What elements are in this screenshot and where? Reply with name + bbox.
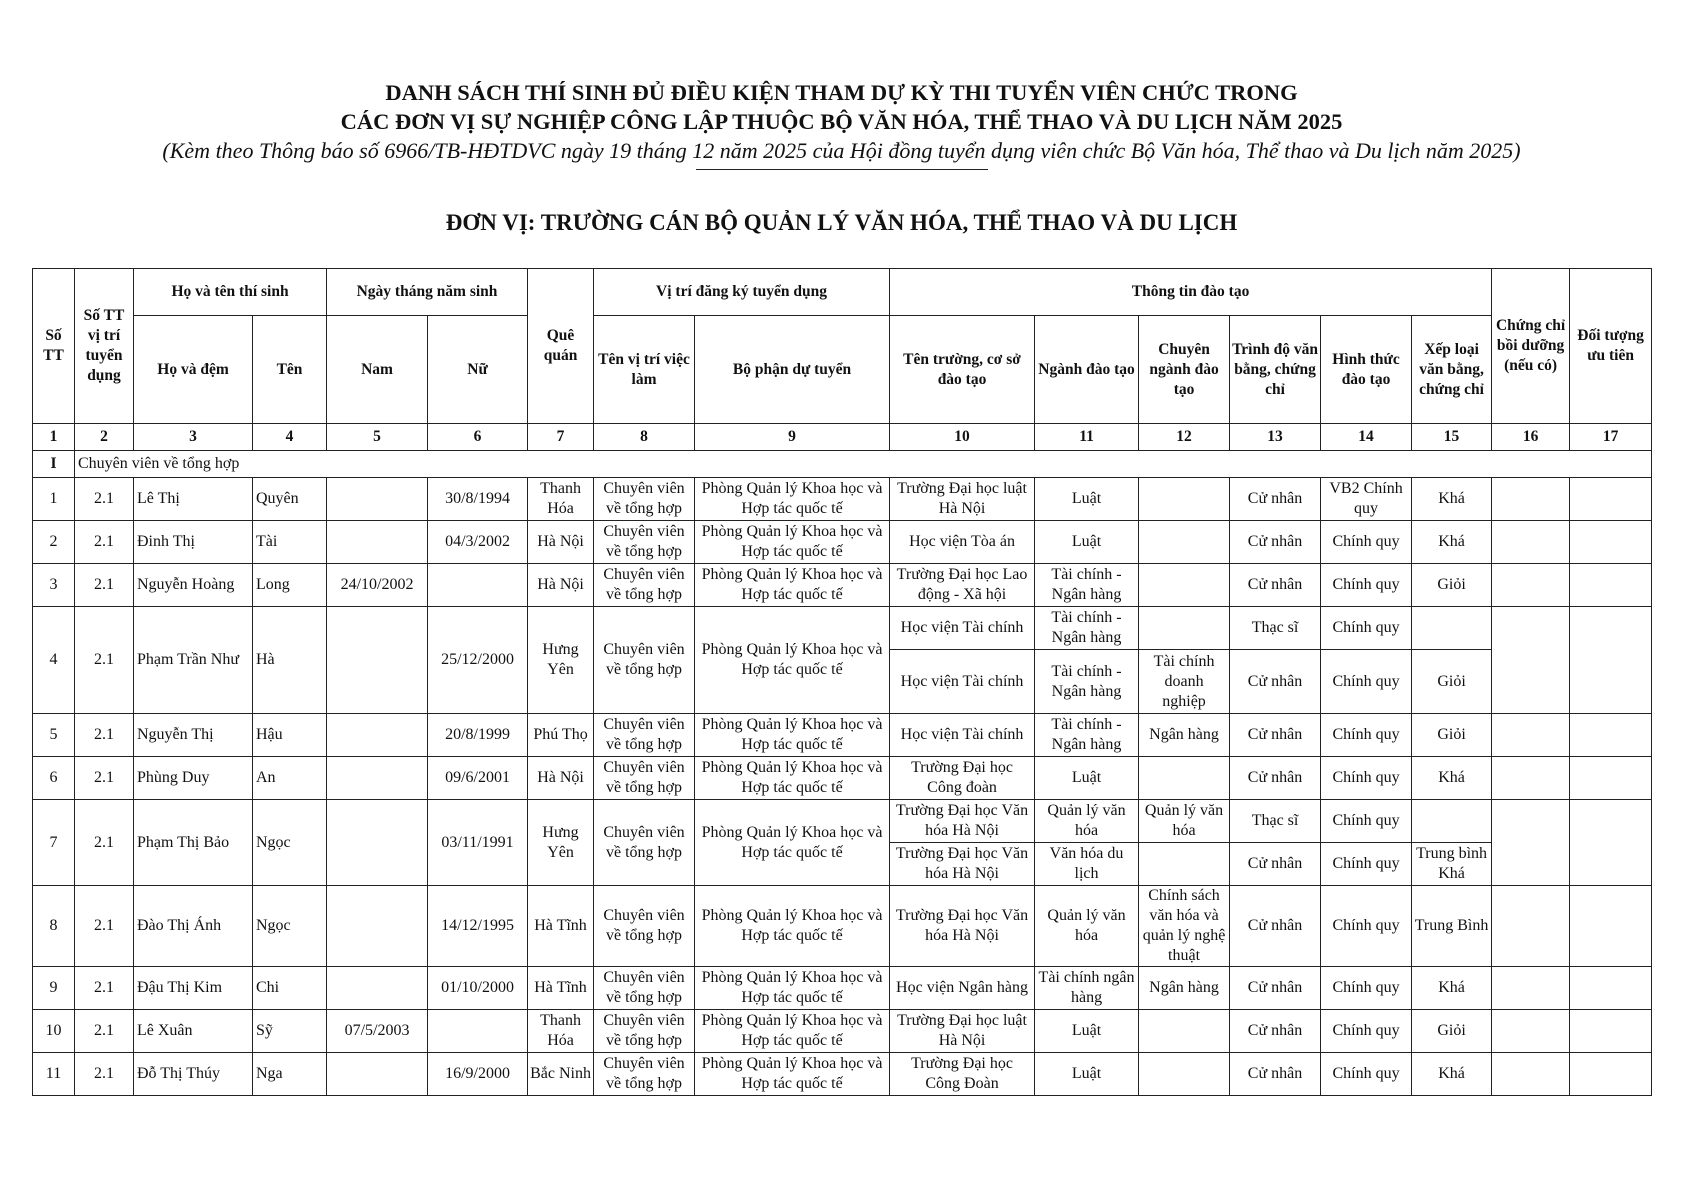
grade-cell: Giỏi [1412, 1010, 1492, 1053]
position-no-cell: 2.1 [75, 607, 134, 714]
position-no-cell: 2.1 [75, 886, 134, 967]
col-job: Tên vị trí việc làm [594, 316, 695, 424]
given-name-cell: Quyên [253, 478, 327, 521]
level-cell: Cử nhân [1230, 1053, 1321, 1096]
col-position-no: Số TT vị trí tuyển dụng [75, 269, 134, 424]
school-cell: Trường Đại học Công Đoàn [890, 1053, 1035, 1096]
table-row [33, 1053, 1652, 1096]
table-row [33, 1010, 1652, 1053]
dept-cell: Phòng Quản lý Khoa học và Hợp tác quốc tế [695, 1010, 890, 1053]
major-cell: Tài chính - Ngân hàng [1035, 607, 1139, 650]
major-cell: Văn hóa du lịch [1035, 843, 1139, 886]
grade-cell: Trung bình Khá [1412, 843, 1492, 886]
column-number: 17 [1570, 424, 1652, 451]
column-number: 10 [890, 424, 1035, 451]
title-underline [696, 169, 988, 170]
major-cell: Tài chính - Ngân hàng [1035, 650, 1139, 714]
hometown-cell: Thanh Hóa [528, 478, 594, 521]
specialty-cell: Ngân hàng [1139, 967, 1230, 1010]
col-major: Ngành đào tạo [1035, 316, 1139, 424]
level-cell: Thạc sĩ [1230, 607, 1321, 650]
column-number: 7 [528, 424, 594, 451]
school-cell: Học viện Tòa án [890, 521, 1035, 564]
surname-cell: Nguyễn Thị [134, 714, 253, 757]
table-row [33, 757, 1652, 800]
dept-cell: Phòng Quản lý Khoa học và Hợp tác quốc tế [695, 607, 890, 714]
major-cell: Luật [1035, 1010, 1139, 1053]
table-row [33, 967, 1652, 1010]
surname-cell: Đỗ Thị Thúy [134, 1053, 253, 1096]
column-number: 16 [1492, 424, 1570, 451]
dept-cell: Phòng Quản lý Khoa học và Hợp tác quốc tế [695, 564, 890, 607]
mode-cell: Chính quy [1321, 886, 1412, 967]
level-cell: Cử nhân [1230, 521, 1321, 564]
stt-cell: 11 [33, 1053, 75, 1096]
dob-male-cell [327, 521, 428, 564]
dob-female-cell [428, 1010, 528, 1053]
major-cell: Tài chính - Ngân hàng [1035, 714, 1139, 757]
table-row [33, 800, 1652, 843]
specialty-cell [1139, 1010, 1230, 1053]
hometown-cell: Hưng Yên [528, 800, 594, 886]
specialty-cell [1139, 521, 1230, 564]
specialty-cell: Tài chính doanh nghiệp [1139, 650, 1230, 714]
dept-cell: Phòng Quản lý Khoa học và Hợp tác quốc tế [695, 478, 890, 521]
dob-male-cell: 24/10/2002 [327, 564, 428, 607]
school-cell: Trường Đại học luật Hà Nội [890, 1010, 1035, 1053]
col-grade: Xếp loại văn bằng, chứng chỉ [1412, 316, 1492, 424]
level-cell: Cử nhân [1230, 843, 1321, 886]
cert-cell [1492, 800, 1570, 886]
surname-cell: Nguyễn Hoàng [134, 564, 253, 607]
cert-cell [1492, 607, 1570, 714]
col-hometown: Quê quán [528, 269, 594, 424]
grade-cell: Trung Bình [1412, 886, 1492, 967]
column-number: 11 [1035, 424, 1139, 451]
job-cell: Chuyên viên về tổng hợp [594, 886, 695, 967]
hometown-cell: Phú Thọ [528, 714, 594, 757]
col-priority: Đối tượng ưu tiên [1570, 269, 1652, 424]
col-school: Tên trường, cơ sở đào tạo [890, 316, 1035, 424]
dob-male-cell [327, 607, 428, 714]
cert-cell [1492, 757, 1570, 800]
major-cell: Quản lý văn hóa [1035, 886, 1139, 967]
major-cell: Tài chính ngân hàng [1035, 967, 1139, 1010]
hometown-cell: Hưng Yên [528, 607, 594, 714]
priority-cell [1570, 800, 1652, 886]
stt-cell: 4 [33, 607, 75, 714]
dob-female-cell: 14/12/1995 [428, 886, 528, 967]
job-cell: Chuyên viên về tổng hợp [594, 1053, 695, 1096]
unit-title: ĐƠN VỊ: TRƯỜNG CÁN BỘ QUẢN LÝ VĂN HÓA, THỂ THAO VÀ DU LỊCH [445, 210, 1238, 235]
mode-cell: Chính quy [1321, 967, 1412, 1010]
col-level: Trình độ văn bằng, chứng chỉ [1230, 316, 1321, 424]
column-number: 3 [134, 424, 253, 451]
position-no-cell: 2.1 [75, 714, 134, 757]
school-cell: Học viện Tài chính [890, 607, 1035, 650]
col-specialty: Chuyên ngành đào tạo [1139, 316, 1230, 424]
cert-cell [1492, 967, 1570, 1010]
col-given: Tên [253, 316, 327, 424]
table-row [33, 714, 1652, 757]
mode-cell: VB2 Chính quy [1321, 478, 1412, 521]
job-cell: Chuyên viên về tổng hợp [594, 967, 695, 1010]
dob-male-cell [327, 800, 428, 886]
level-cell: Thạc sĩ [1230, 800, 1321, 843]
school-cell: Học viện Tài chính [890, 714, 1035, 757]
mode-cell: Chính quy [1321, 757, 1412, 800]
title-line-2: CÁC ĐƠN VỊ SỰ NGHIỆP CÔNG LẬP THUỘC BỘ VĂN HÓA, THỂ THAO VÀ DU LỊCH NĂM 2025 [340, 109, 1343, 134]
school-cell: Trường Đại học Văn hóa Hà Nội [890, 843, 1035, 886]
col-male: Nam [327, 316, 428, 424]
stt-cell: 9 [33, 967, 75, 1010]
column-number: 2 [75, 424, 134, 451]
dob-female-cell [428, 564, 528, 607]
grade-cell [1412, 607, 1492, 650]
cert-cell [1492, 886, 1570, 967]
cert-cell [1492, 521, 1570, 564]
column-number-row [33, 424, 1652, 451]
major-cell: Luật [1035, 478, 1139, 521]
level-cell: Cử nhân [1230, 714, 1321, 757]
col-training-group: Thông tin đào tạo [890, 269, 1492, 316]
job-cell: Chuyên viên về tổng hợp [594, 564, 695, 607]
stt-cell: 5 [33, 714, 75, 757]
mode-cell: Chính quy [1321, 1053, 1412, 1096]
hometown-cell: Thanh Hóa [528, 1010, 594, 1053]
dept-cell: Phòng Quản lý Khoa học và Hợp tác quốc tế [695, 757, 890, 800]
position-no-cell: 2.1 [75, 564, 134, 607]
priority-cell [1570, 967, 1652, 1010]
dept-cell: Phòng Quản lý Khoa học và Hợp tác quốc tế [695, 886, 890, 967]
job-cell: Chuyên viên về tổng hợp [594, 714, 695, 757]
column-number: 4 [253, 424, 327, 451]
column-number: 14 [1321, 424, 1412, 451]
dept-cell: Phòng Quản lý Khoa học và Hợp tác quốc tế [695, 1053, 890, 1096]
table-row [33, 521, 1652, 564]
school-cell: Học viện Tài chính [890, 650, 1035, 714]
given-name-cell: Ngọc [253, 886, 327, 967]
mode-cell: Chính quy [1321, 843, 1412, 886]
mode-cell: Chính quy [1321, 1010, 1412, 1053]
level-cell: Cử nhân [1230, 478, 1321, 521]
mode-cell: Chính quy [1321, 607, 1412, 650]
given-name-cell: Hậu [253, 714, 327, 757]
priority-cell [1570, 564, 1652, 607]
column-number: 1 [33, 424, 75, 451]
stt-cell: 1 [33, 478, 75, 521]
col-surname: Họ và đệm [134, 316, 253, 424]
level-cell: Cử nhân [1230, 650, 1321, 714]
specialty-cell [1139, 564, 1230, 607]
stt-cell: 2 [33, 521, 75, 564]
dob-female-cell: 20/8/1999 [428, 714, 528, 757]
given-name-cell: Ngọc [253, 800, 327, 886]
grade-cell: Khá [1412, 757, 1492, 800]
dob-female-cell: 01/10/2000 [428, 967, 528, 1010]
school-cell: Trường Đại học Công đoàn [890, 757, 1035, 800]
col-stt: Số TT [33, 269, 75, 424]
cert-cell [1492, 478, 1570, 521]
document-header [0, 78, 1683, 170]
specialty-cell [1139, 1053, 1230, 1096]
surname-cell: Lê Xuân [134, 1010, 253, 1053]
col-mode: Hình thức đào tạo [1321, 316, 1412, 424]
priority-cell [1570, 607, 1652, 714]
cert-cell [1492, 564, 1570, 607]
specialty-cell: Ngân hàng [1139, 714, 1230, 757]
level-cell: Cử nhân [1230, 757, 1321, 800]
major-cell: Luật [1035, 521, 1139, 564]
surname-cell: Lê Thị [134, 478, 253, 521]
column-number: 13 [1230, 424, 1321, 451]
surname-cell: Đậu Thị Kim [134, 967, 253, 1010]
table-row [33, 607, 1652, 650]
school-cell: Trường Đại học luật Hà Nội [890, 478, 1035, 521]
grade-cell: Khá [1412, 521, 1492, 564]
grade-cell: Giỏi [1412, 650, 1492, 714]
level-cell: Cử nhân [1230, 967, 1321, 1010]
priority-cell [1570, 1010, 1652, 1053]
school-cell: Trường Đại học Lao động - Xã hội [890, 564, 1035, 607]
section-name: Chuyên viên về tổng hợp [75, 451, 1652, 478]
surname-cell: Phùng Duy [134, 757, 253, 800]
dob-male-cell [327, 886, 428, 967]
school-cell: Trường Đại học Văn hóa Hà Nội [890, 886, 1035, 967]
col-dept: Bộ phận dự tuyển [695, 316, 890, 424]
dept-cell: Phòng Quản lý Khoa học và Hợp tác quốc tế [695, 714, 890, 757]
priority-cell [1570, 478, 1652, 521]
subtitle: (Kèm theo Thông báo số 6966/TB-HĐTDVC ngày 19 tháng 12 năm 2025 của Hội đồng tuyển dụng viên chức Bộ Văn hóa, Thể thao và Du lịch năm 2025) [162, 138, 1521, 163]
major-cell: Luật [1035, 757, 1139, 800]
stt-cell: 8 [33, 886, 75, 967]
dob-female-cell: 09/6/2001 [428, 757, 528, 800]
dob-male-cell: 07/5/2003 [327, 1010, 428, 1053]
given-name-cell: Chi [253, 967, 327, 1010]
dob-male-cell [327, 478, 428, 521]
mode-cell: Chính quy [1321, 521, 1412, 564]
dob-male-cell [327, 1053, 428, 1096]
column-number: 15 [1412, 424, 1492, 451]
table-row [33, 886, 1652, 967]
cert-cell [1492, 1010, 1570, 1053]
specialty-cell [1139, 607, 1230, 650]
hometown-cell: Hà Tĩnh [528, 886, 594, 967]
dob-female-cell: 03/11/1991 [428, 800, 528, 886]
priority-cell [1570, 1053, 1652, 1096]
specialty-cell: Chính sách văn hóa và quản lý nghệ thuật [1139, 886, 1230, 967]
column-number: 9 [695, 424, 890, 451]
position-no-cell: 2.1 [75, 478, 134, 521]
section-number: I [33, 451, 75, 478]
stt-cell: 7 [33, 800, 75, 886]
hometown-cell: Hà Tĩnh [528, 967, 594, 1010]
major-cell: Quản lý văn hóa [1035, 800, 1139, 843]
col-cert: Chứng chỉ bồi dưỡng (nếu có) [1492, 269, 1570, 424]
given-name-cell: Hà [253, 607, 327, 714]
col-name-group: Họ và tên thí sinh [134, 269, 327, 316]
mode-cell: Chính quy [1321, 714, 1412, 757]
mode-cell: Chính quy [1321, 564, 1412, 607]
job-cell: Chuyên viên về tổng hợp [594, 521, 695, 564]
priority-cell [1570, 521, 1652, 564]
dob-male-cell [327, 967, 428, 1010]
title-line-1: DANH SÁCH THÍ SINH ĐỦ ĐIỀU KIỆN THAM DỰ KỲ THI TUYỂN VIÊN CHỨC TRONG [385, 80, 1298, 105]
stt-cell: 10 [33, 1010, 75, 1053]
school-cell: Học viện Ngân hàng [890, 967, 1035, 1010]
hometown-cell: Hà Nội [528, 757, 594, 800]
position-no-cell: 2.1 [75, 521, 134, 564]
hometown-cell: Bắc Ninh [528, 1053, 594, 1096]
surname-cell: Đinh Thị [134, 521, 253, 564]
col-dob-group: Ngày tháng năm sinh [327, 269, 528, 316]
column-number: 5 [327, 424, 428, 451]
dept-cell: Phòng Quản lý Khoa học và Hợp tác quốc tế [695, 800, 890, 886]
surname-cell: Đào Thị Ánh [134, 886, 253, 967]
job-cell: Chuyên viên về tổng hợp [594, 800, 695, 886]
grade-cell: Khá [1412, 967, 1492, 1010]
dept-cell: Phòng Quản lý Khoa học và Hợp tác quốc tế [695, 521, 890, 564]
stt-cell: 6 [33, 757, 75, 800]
grade-cell: Khá [1412, 1053, 1492, 1096]
dob-male-cell [327, 757, 428, 800]
grade-cell: Khá [1412, 478, 1492, 521]
school-cell: Trường Đại học Văn hóa Hà Nội [890, 800, 1035, 843]
table-row [33, 478, 1652, 521]
grade-cell: Giỏi [1412, 714, 1492, 757]
cert-cell [1492, 1053, 1570, 1096]
dob-female-cell: 04/3/2002 [428, 521, 528, 564]
given-name-cell: Tài [253, 521, 327, 564]
major-cell: Luật [1035, 1053, 1139, 1096]
priority-cell [1570, 757, 1652, 800]
priority-cell [1570, 714, 1652, 757]
grade-cell [1412, 800, 1492, 843]
dob-female-cell: 16/9/2000 [428, 1053, 528, 1096]
job-cell: Chuyên viên về tổng hợp [594, 1010, 695, 1053]
position-no-cell: 2.1 [75, 1010, 134, 1053]
stt-cell: 3 [33, 564, 75, 607]
column-number: 8 [594, 424, 695, 451]
specialty-cell: Quản lý văn hóa [1139, 800, 1230, 843]
col-position-group: Vị trí đăng ký tuyển dụng [594, 269, 890, 316]
column-number: 12 [1139, 424, 1230, 451]
major-cell: Tài chính - Ngân hàng [1035, 564, 1139, 607]
position-no-cell: 2.1 [75, 967, 134, 1010]
job-cell: Chuyên viên về tổng hợp [594, 757, 695, 800]
hometown-cell: Hà Nội [528, 521, 594, 564]
candidate-table [32, 268, 1652, 1096]
position-no-cell: 2.1 [75, 757, 134, 800]
level-cell: Cử nhân [1230, 564, 1321, 607]
priority-cell [1570, 886, 1652, 967]
specialty-cell [1139, 478, 1230, 521]
position-no-cell: 2.1 [75, 800, 134, 886]
surname-cell: Phạm Thị Bảo [134, 800, 253, 886]
mode-cell: Chính quy [1321, 650, 1412, 714]
given-name-cell: An [253, 757, 327, 800]
table-body [33, 451, 1652, 1096]
dob-female-cell: 30/8/1994 [428, 478, 528, 521]
surname-cell: Phạm Trần Như [134, 607, 253, 714]
given-name-cell: Long [253, 564, 327, 607]
specialty-cell [1139, 843, 1230, 886]
level-cell: Cử nhân [1230, 886, 1321, 967]
table-header [33, 269, 1652, 451]
job-cell: Chuyên viên về tổng hợp [594, 478, 695, 521]
column-number: 6 [428, 424, 528, 451]
job-cell: Chuyên viên về tổng hợp [594, 607, 695, 714]
col-female: Nữ [428, 316, 528, 424]
cert-cell [1492, 714, 1570, 757]
dob-male-cell [327, 714, 428, 757]
mode-cell: Chính quy [1321, 800, 1412, 843]
dept-cell: Phòng Quản lý Khoa học và Hợp tác quốc tế [695, 967, 890, 1010]
hometown-cell: Hà Nội [528, 564, 594, 607]
position-no-cell: 2.1 [75, 1053, 134, 1096]
specialty-cell [1139, 757, 1230, 800]
grade-cell: Giỏi [1412, 564, 1492, 607]
given-name-cell: Nga [253, 1053, 327, 1096]
dob-female-cell: 25/12/2000 [428, 607, 528, 714]
given-name-cell: Sỹ [253, 1010, 327, 1053]
table-row [33, 564, 1652, 607]
section-row [33, 451, 1652, 478]
level-cell: Cử nhân [1230, 1010, 1321, 1053]
